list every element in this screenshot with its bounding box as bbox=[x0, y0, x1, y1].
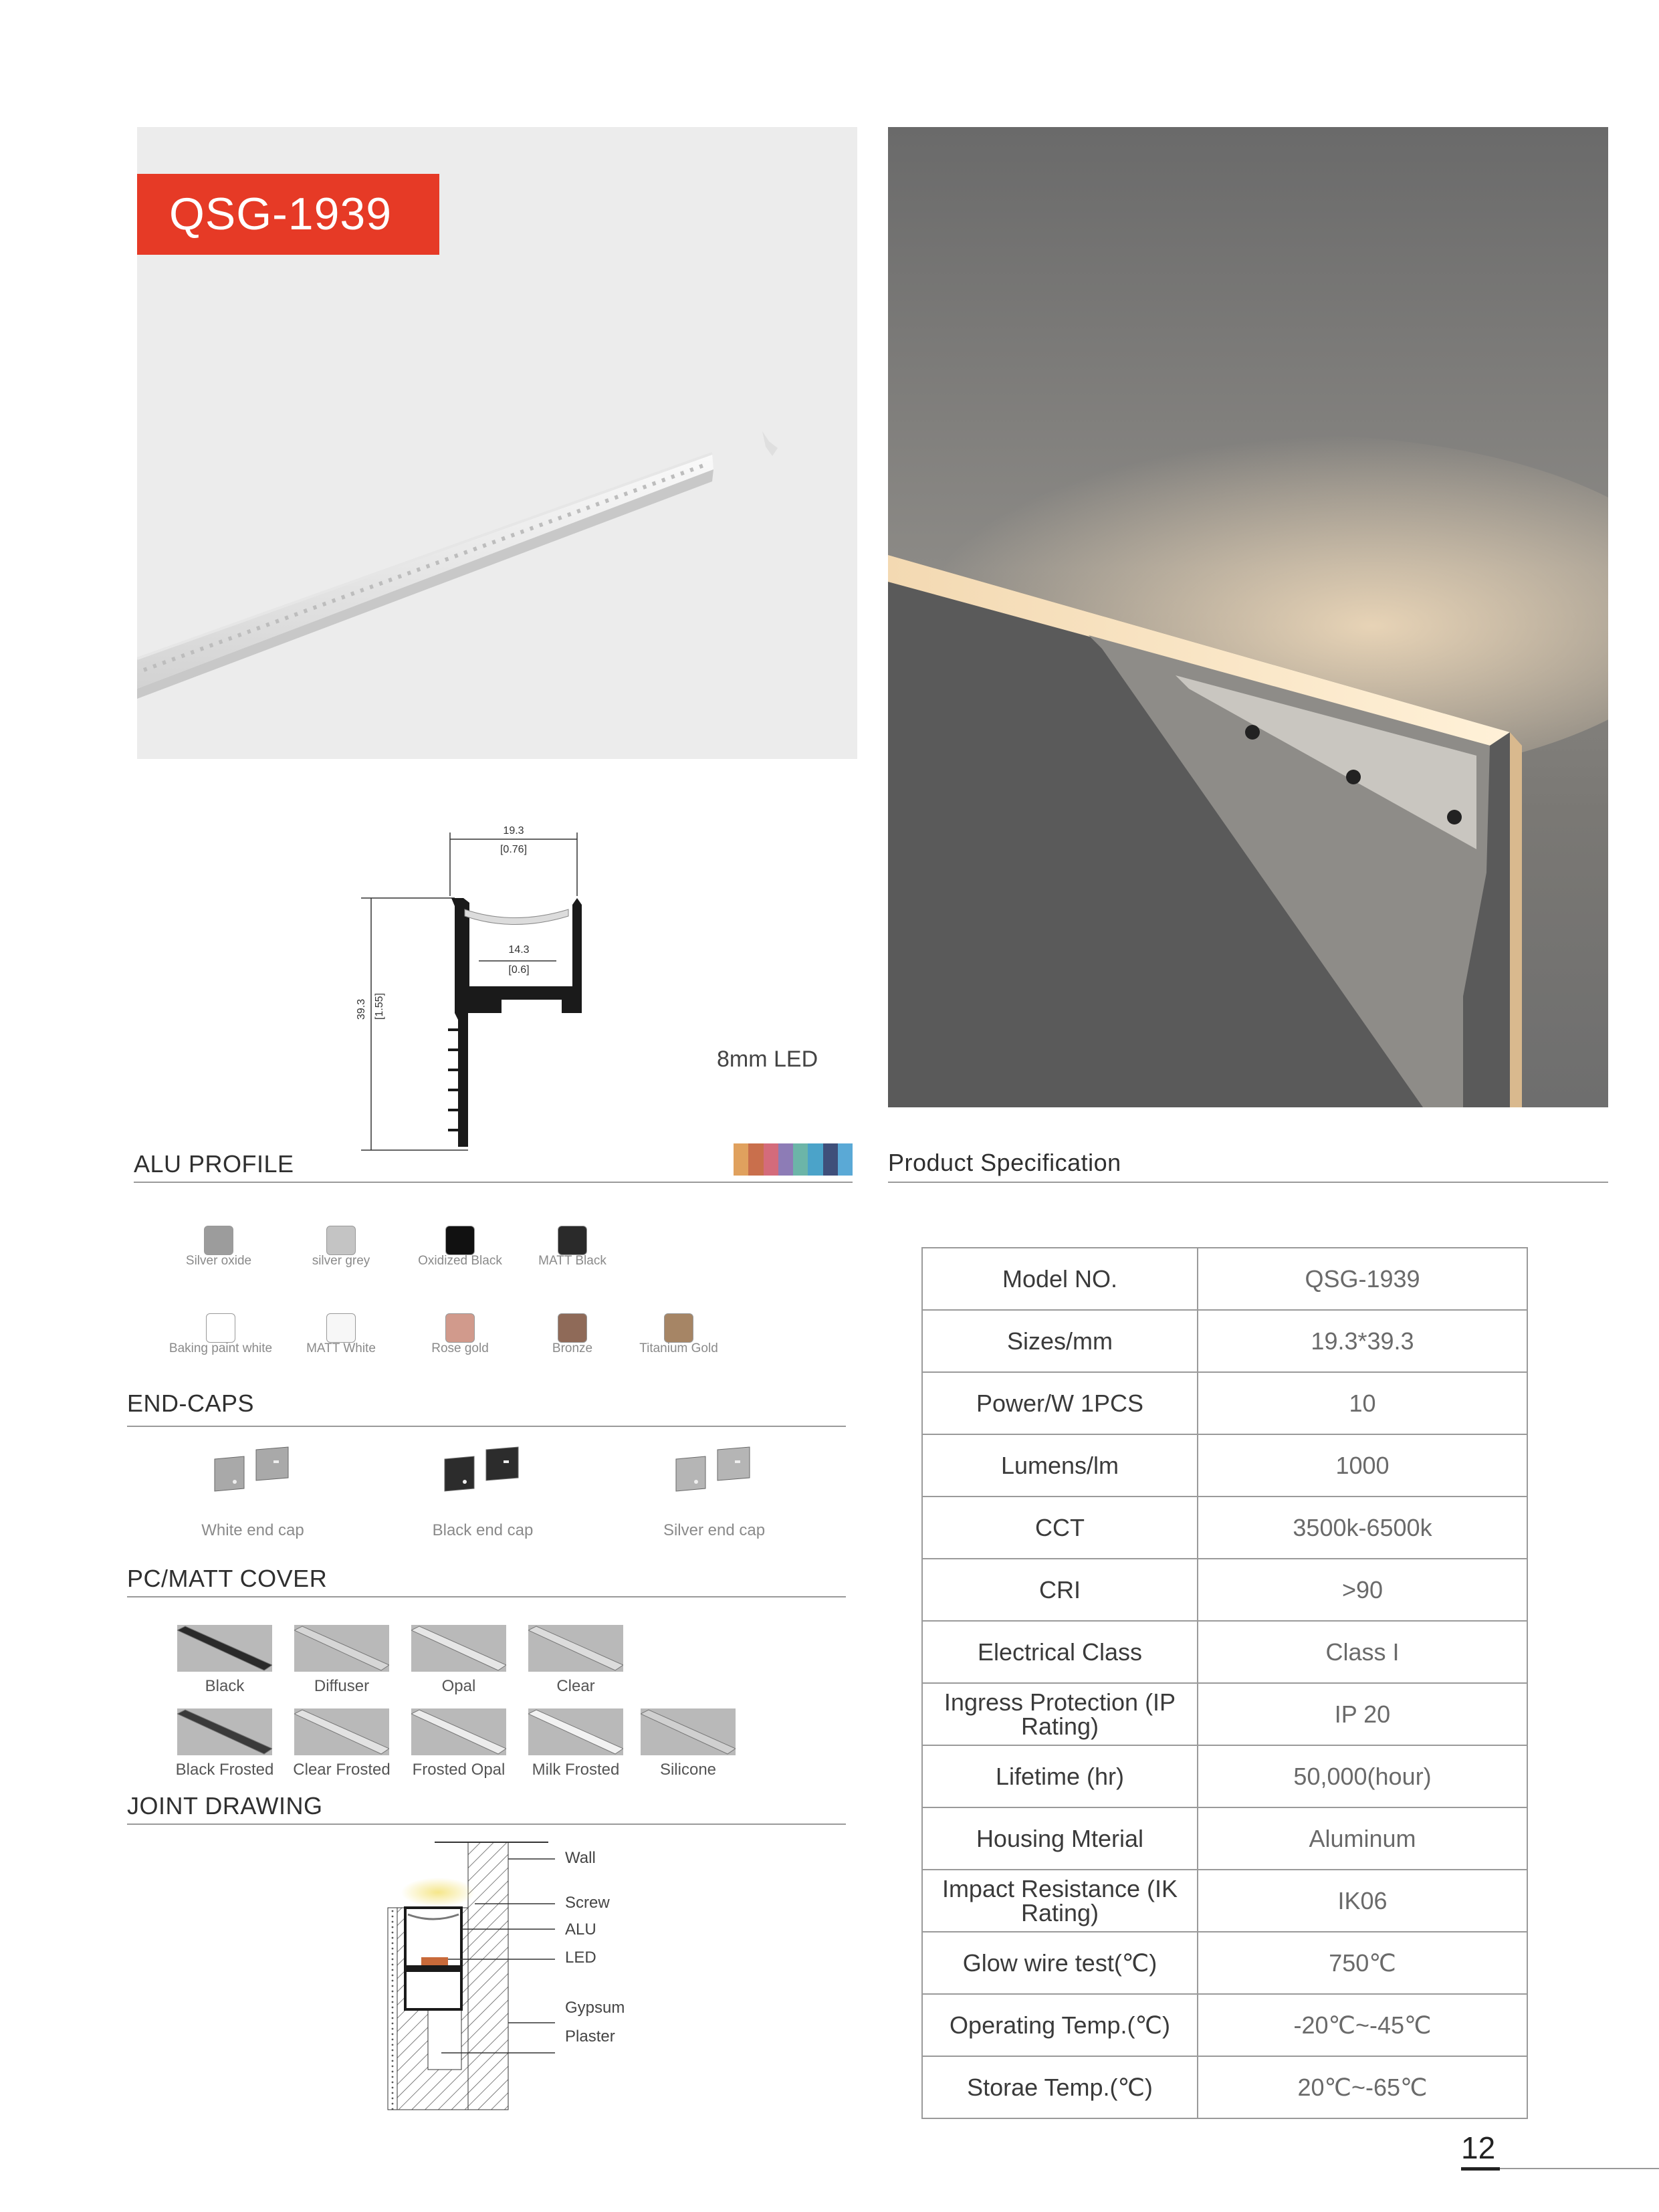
end-cap-label: Silver end cap bbox=[663, 1521, 766, 1539]
finish-label: Oxidized Black bbox=[418, 1254, 502, 1268]
cover-sample bbox=[411, 1625, 506, 1672]
finish-label: Rose gold bbox=[431, 1341, 489, 1355]
spec-key: CRI bbox=[922, 1559, 1198, 1621]
color-range-segment bbox=[734, 1143, 748, 1176]
alu-profile-title: ALU PROFILE bbox=[134, 1150, 294, 1178]
cover-sample bbox=[177, 1708, 272, 1755]
joint-label: Plaster bbox=[565, 2027, 615, 2045]
finish-label: silver grey bbox=[312, 1254, 370, 1268]
cover-sample bbox=[294, 1708, 389, 1755]
spec-key: Ingress Protection (IP Rating) bbox=[922, 1683, 1198, 1745]
spec-value: 1000 bbox=[1198, 1434, 1527, 1497]
spec-value: IP 20 bbox=[1198, 1683, 1527, 1745]
cover-label: Clear Frosted bbox=[293, 1761, 391, 1779]
color-range-segment bbox=[748, 1143, 763, 1176]
spec-key: Lumens/lm bbox=[922, 1434, 1198, 1497]
color-range-segment bbox=[764, 1143, 778, 1176]
section-rule bbox=[134, 1182, 853, 1183]
color-range-segment bbox=[823, 1143, 838, 1176]
spec-value: QSG-1939 bbox=[1198, 1248, 1527, 1310]
page-number-underline bbox=[1461, 2167, 1500, 2171]
spec-value: -20℃~-45℃ bbox=[1198, 1994, 1527, 2056]
section-rule bbox=[127, 1823, 846, 1825]
finish-label: MATT White bbox=[306, 1341, 376, 1355]
finish-label: Titanium Gold bbox=[639, 1341, 718, 1355]
spec-value: 3500k-6500k bbox=[1198, 1497, 1527, 1559]
spec-row bbox=[922, 1932, 1527, 1994]
section-rule bbox=[127, 1596, 846, 1597]
end-cap-label: White end cap bbox=[201, 1521, 304, 1539]
joint-label: ALU bbox=[565, 1920, 596, 1939]
cover-sample bbox=[411, 1708, 506, 1755]
inner-in: [0.6] bbox=[508, 964, 530, 976]
joint-label: LED bbox=[565, 1949, 596, 1967]
finish-swatch bbox=[558, 1226, 587, 1255]
spec-value: 19.3*39.3 bbox=[1198, 1310, 1527, 1372]
covers-title: PC/MATT COVER bbox=[127, 1565, 328, 1592]
width-mm: 19.3 bbox=[503, 825, 524, 837]
spec-key: Storae Temp.(℃) bbox=[922, 2056, 1198, 2118]
color-range-segment bbox=[808, 1143, 822, 1176]
spec-value: Class I bbox=[1198, 1621, 1527, 1683]
color-range-segment bbox=[793, 1143, 808, 1176]
cover-sample bbox=[528, 1625, 623, 1672]
joint-drawing bbox=[374, 1829, 669, 2116]
end-cap-image bbox=[209, 1444, 296, 1498]
cover-label: Black bbox=[205, 1677, 245, 1695]
spec-key: Lifetime (hr) bbox=[922, 1745, 1198, 1807]
finish-swatch bbox=[204, 1226, 233, 1255]
cover-label: Frosted Opal bbox=[412, 1761, 506, 1779]
inner-mm: 14.3 bbox=[508, 944, 530, 956]
end-cap-image bbox=[439, 1444, 526, 1498]
end-cap-image bbox=[671, 1444, 758, 1498]
page-number: 12 bbox=[1461, 2130, 1496, 2165]
section-rule bbox=[127, 1426, 846, 1427]
cover-label: Clear bbox=[556, 1677, 595, 1695]
spec-value: 10 bbox=[1198, 1372, 1527, 1434]
cover-label: Opal bbox=[441, 1677, 476, 1695]
width-in: [0.76] bbox=[500, 844, 528, 855]
finish-label: MATT Black bbox=[538, 1254, 606, 1268]
spec-row bbox=[922, 1248, 1527, 1310]
spec-row bbox=[922, 1621, 1527, 1683]
height-mm: 39.3 bbox=[356, 998, 367, 1020]
spec-key: Operating Temp.(℃) bbox=[922, 1994, 1198, 2056]
spec-key: Model NO. bbox=[922, 1248, 1198, 1310]
cover-sample bbox=[177, 1625, 272, 1672]
cover-label: Milk Frosted bbox=[532, 1761, 620, 1779]
cover-sample bbox=[641, 1708, 736, 1755]
color-range-segment bbox=[838, 1143, 853, 1176]
color-range-strip bbox=[734, 1143, 853, 1176]
cover-label: Diffuser bbox=[314, 1677, 370, 1695]
finish-swatch bbox=[664, 1313, 693, 1343]
finish-swatch bbox=[445, 1226, 475, 1255]
cover-label: Silicone bbox=[659, 1761, 717, 1779]
spec-value: 750℃ bbox=[1198, 1932, 1527, 1994]
cross-section-drawing bbox=[348, 819, 629, 1160]
section-rule bbox=[888, 1182, 1608, 1183]
spec-row bbox=[922, 1807, 1527, 1870]
installation-photo bbox=[888, 127, 1608, 1107]
spec-key: Glow wire test(℃) bbox=[922, 1932, 1198, 1994]
finish-swatch bbox=[326, 1313, 356, 1343]
joint-label: Gypsum bbox=[565, 1999, 625, 2017]
spec-table bbox=[921, 1247, 1528, 2119]
joint-label: Screw bbox=[565, 1894, 610, 1912]
spec-key: Electrical Class bbox=[922, 1621, 1198, 1683]
spec-row bbox=[922, 1310, 1527, 1372]
spec-row bbox=[922, 1870, 1527, 1932]
finish-swatch bbox=[326, 1226, 356, 1255]
cover-label: Black Frosted bbox=[175, 1761, 274, 1779]
profile-render bbox=[137, 127, 857, 759]
spec-value: 20℃~-65℃ bbox=[1198, 2056, 1527, 2118]
spec-value: >90 bbox=[1198, 1559, 1527, 1621]
spec-row bbox=[922, 1434, 1527, 1497]
end-caps-title: END-CAPS bbox=[127, 1390, 255, 1417]
spec-key: Impact Resistance (IK Rating) bbox=[922, 1870, 1198, 1932]
finish-label: Bronze bbox=[552, 1341, 593, 1355]
spec-key: Sizes/mm bbox=[922, 1310, 1198, 1372]
footer-rule bbox=[1500, 2168, 1659, 2169]
spec-value: 50,000(hour) bbox=[1198, 1745, 1527, 1807]
spec-key: Power/W 1PCS bbox=[922, 1372, 1198, 1434]
spec-title: Product Specification bbox=[888, 1149, 1121, 1176]
finish-swatch bbox=[558, 1313, 587, 1343]
spec-row bbox=[922, 1497, 1527, 1559]
end-cap-label: Black end cap bbox=[432, 1521, 534, 1539]
spec-row bbox=[922, 2056, 1527, 2118]
spec-value: IK06 bbox=[1198, 1870, 1527, 1932]
finish-label: Baking paint white bbox=[169, 1341, 273, 1355]
spec-row bbox=[922, 1372, 1527, 1434]
finish-swatch bbox=[445, 1313, 475, 1343]
spec-row bbox=[922, 1745, 1527, 1807]
spec-row bbox=[922, 1683, 1527, 1745]
joint-label: Wall bbox=[565, 1849, 596, 1867]
model-badge: QSG-1939 bbox=[137, 174, 439, 255]
product-photo bbox=[137, 127, 857, 759]
cover-sample bbox=[528, 1708, 623, 1755]
finish-swatch bbox=[206, 1313, 235, 1343]
height-in: [1.55] bbox=[374, 992, 385, 1020]
led-size-label: 8mm LED bbox=[717, 1046, 818, 1072]
finish-label: Silver oxide bbox=[185, 1254, 252, 1268]
color-range-segment bbox=[778, 1143, 793, 1176]
spec-value: Aluminum bbox=[1198, 1807, 1527, 1870]
cover-sample bbox=[294, 1625, 389, 1672]
spec-row bbox=[922, 1559, 1527, 1621]
spec-row bbox=[922, 1994, 1527, 2056]
joint-drawing-title: JOINT DRAWING bbox=[127, 1792, 323, 1819]
spec-key: Housing Mterial bbox=[922, 1807, 1198, 1870]
spec-key: CCT bbox=[922, 1497, 1198, 1559]
